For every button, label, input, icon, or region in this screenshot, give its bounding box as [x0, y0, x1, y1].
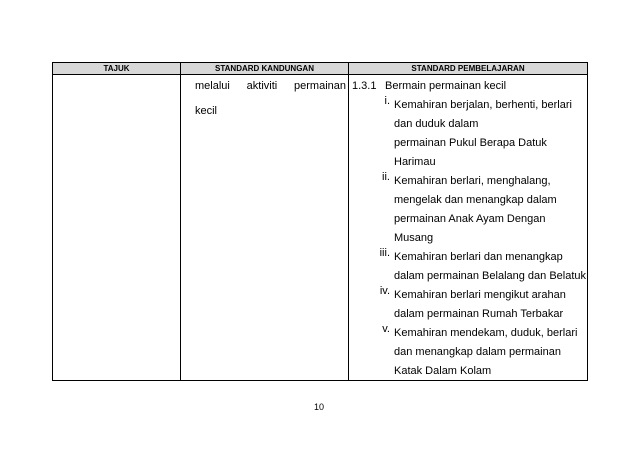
header-standard-pembelajaran: STANDARD PEMBELAJARAN	[349, 63, 588, 75]
list-item	[349, 95, 587, 171]
list-item-text	[394, 95, 587, 171]
curriculum-table	[52, 62, 588, 381]
sk-word: aktiviti	[246, 80, 278, 92]
list-item-number: i.	[384, 95, 390, 107]
standard-kandungan-cell	[181, 75, 349, 381]
list-item-line: dan duduk dalam	[394, 118, 479, 130]
list-item-line: dan menangkap dalam permainan	[394, 346, 561, 358]
list-item-line: Kemahiran berjalan, berhenti, berlari	[394, 99, 572, 111]
table-row	[53, 75, 588, 381]
list-item	[349, 323, 587, 380]
list-item-line: Kemahiran berlari dan menangkap	[394, 251, 563, 263]
list-item	[349, 171, 587, 247]
list-item-line: Harimau	[394, 156, 436, 168]
list-item-text	[394, 285, 587, 323]
list-item-line: Katak Dalam Kolam	[394, 365, 492, 377]
sk-word: permainan	[294, 80, 346, 92]
list-item-number: ii.	[382, 171, 390, 183]
list-item-line: dalam permainan Rumah Terbakar	[394, 308, 564, 320]
list-item	[349, 247, 587, 285]
table-header-row	[53, 63, 588, 75]
list-item-line: permainan Pukul Berapa Datuk	[394, 137, 547, 149]
list-item-line: Kemahiran mendekam, duduk, berlari	[394, 327, 578, 339]
sp-item-list	[349, 95, 587, 380]
sk-word: melalui	[195, 80, 230, 92]
list-item-text	[394, 247, 587, 285]
sk-line-1	[181, 77, 348, 95]
list-item-number: iv.	[379, 285, 390, 297]
standard-pembelajaran-cell	[349, 75, 588, 381]
list-item-line: Kemahiran berlari, menghalang,	[394, 175, 551, 187]
list-item-number: v.	[382, 323, 390, 335]
list-item-number: iii.	[379, 247, 390, 259]
sk-line-2: kecil	[195, 105, 218, 117]
list-item	[349, 285, 587, 323]
header-standard-kandungan: STANDARD KANDUNGAN	[181, 63, 349, 75]
sp-code: 1.3.1	[352, 80, 377, 92]
list-item-line: Kemahiran berlari mengikut arahan	[394, 289, 566, 301]
list-item-text	[394, 323, 587, 380]
list-item-line: permainan Anak Ayam Dengan	[394, 213, 546, 225]
tajuk-cell	[53, 75, 181, 381]
list-item-line: Musang	[394, 232, 434, 244]
sp-heading	[349, 77, 587, 95]
list-item-line: mengelak dan menangkap dalam	[394, 194, 557, 206]
sp-title: Bermain permainan kecil	[385, 80, 507, 92]
page-number: 10	[313, 402, 324, 412]
header-tajuk: TAJUK	[53, 63, 181, 75]
list-item-text	[394, 171, 587, 247]
list-item-line: dalam permainan Belalang dan Belatuk	[394, 270, 587, 282]
